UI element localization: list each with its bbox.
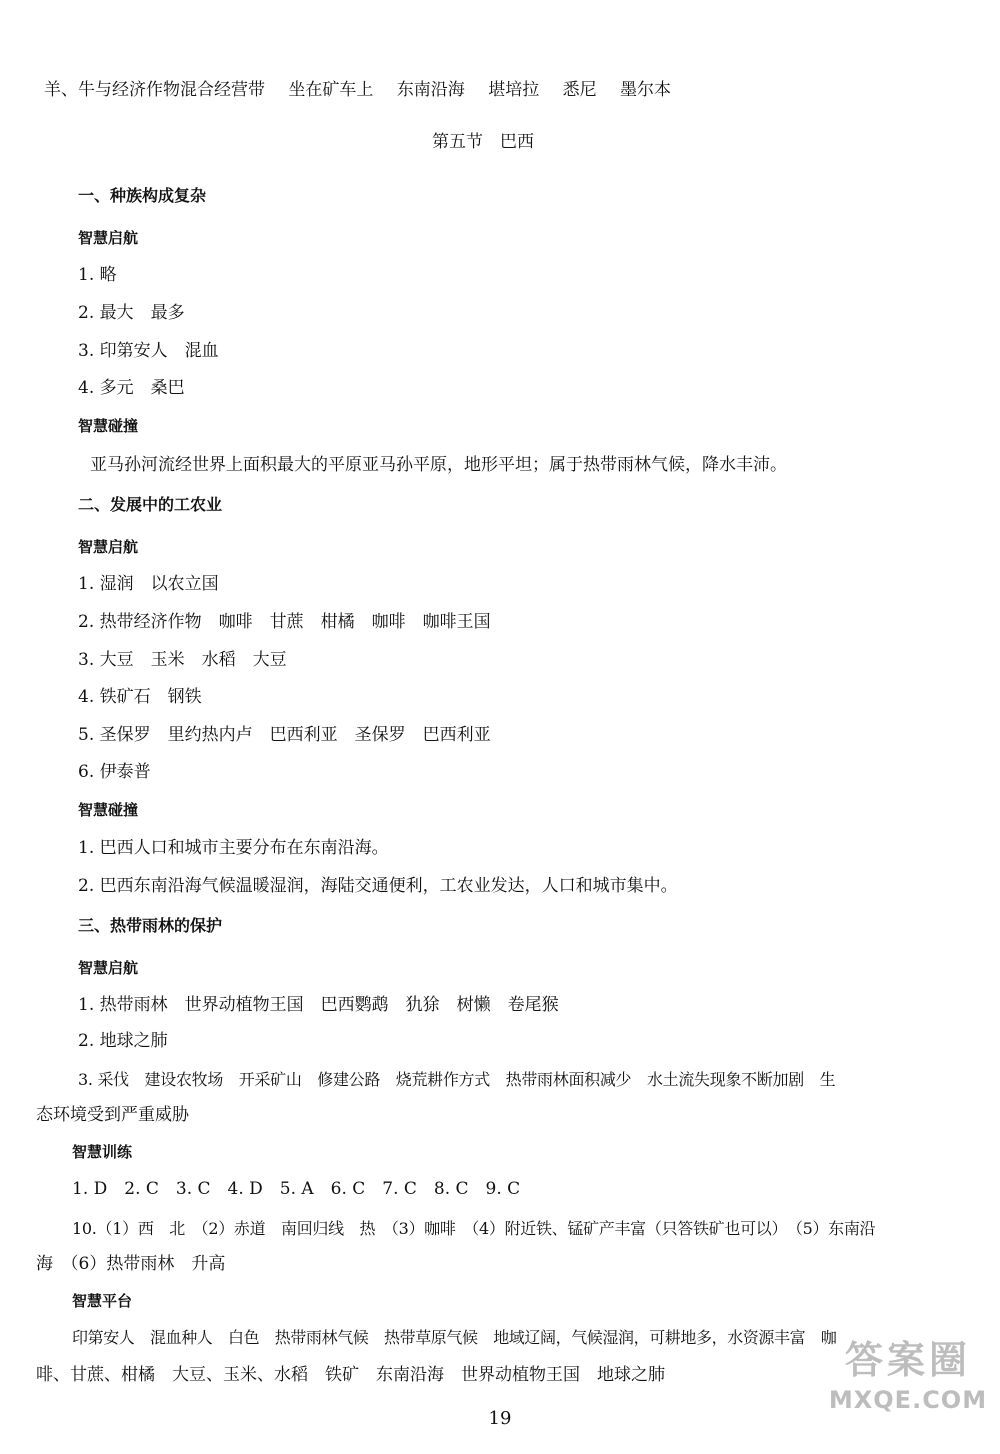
answer-item: 1. 湿润 以农立国	[78, 574, 219, 594]
part-heading: 一、种族构成复杂	[78, 186, 207, 205]
answer-item: 2. 最大 最多	[78, 303, 185, 323]
answer-item: 2. 地球之肺	[78, 1031, 168, 1051]
answer-paragraph: 亚马孙河流经世界上面积最大的平原亚马孙平原，地形平坦；属于热带雨林气候，降水丰沛。	[90, 455, 787, 475]
answer-item: 4. 铁矿石 钢铁	[78, 687, 202, 707]
answer-text: 坐在矿车上	[288, 80, 374, 100]
section-title: 第五节 巴西	[432, 132, 534, 152]
answer-paragraph: 印第安人 混血种人 白色 热带雨林气候 热带草原气候 地域辽阔，气候湿润，可耕地多，水资源丰富 咖	[72, 1328, 837, 1347]
multiple-choice-answers: 1. D 2. C 3. C 4. D 5. A 6. C 7. C 8. C 9. C	[72, 1179, 521, 1199]
answer-item: 1. 热带雨林 世界动植物王国 巴西鹦鹉 犰狳 树懒 卷尾猴	[78, 995, 559, 1015]
answer-item: 3. 印第安人 混血	[78, 341, 219, 361]
page-number: 19	[488, 1408, 512, 1429]
answer-text: 堪培拉	[488, 80, 540, 100]
answer-item: 2. 热带经济作物 咖啡 甘蔗 柑橘 咖啡 咖啡王国	[78, 612, 491, 632]
answer-paragraph-continuation: 啡、甘蔗、柑橘 大豆、玉米、水稻 铁矿 东南沿海 世界动植物王国 地球之肺	[36, 1365, 665, 1385]
part-heading: 三、热带雨林的保护	[78, 916, 223, 935]
answer-text: 悉尼	[562, 80, 597, 100]
answer-item: 4. 多元 桑巴	[78, 378, 185, 398]
part-heading: 二、发展中的工农业	[78, 495, 223, 514]
answer-item-continuation: 海 （6）热带雨林 升高	[36, 1254, 226, 1274]
answer-item-continuation: 态环境受到严重威胁	[36, 1105, 189, 1125]
subsection-label: 智慧启航	[78, 538, 139, 556]
watermark-url: MXQE.COM	[828, 1386, 988, 1414]
subsection-label: 智慧平台	[72, 1292, 133, 1310]
watermark-text: 答案圈	[844, 1338, 971, 1382]
answer-item: 2. 巴西东南沿海气候温暖湿润，海陆交通便利，工农业发达，人口和城市集中。	[78, 876, 678, 896]
answer-text: 羊、牛与经济作物混合经营带	[44, 80, 265, 100]
subsection-label: 智慧训练	[72, 1143, 133, 1161]
subsection-label: 智慧碰撞	[78, 801, 139, 819]
continued-answer-line	[44, 78, 671, 102]
subsection-label: 智慧碰撞	[78, 417, 139, 435]
answer-text: 墨尔本	[620, 80, 672, 100]
answer-item: 1. 巴西人口和城市主要分布在东南沿海。	[78, 838, 389, 858]
answer-item: 6. 伊泰普	[78, 762, 151, 782]
answer-item: 5. 圣保罗 里约热内卢 巴西利亚 圣保罗 巴西利亚	[78, 725, 491, 745]
answer-item: 3. 大豆 玉米 水稻 大豆	[78, 650, 287, 670]
answer-text: 东南沿海	[396, 80, 465, 100]
answer-item: 10.（1）西 北 （2）赤道 南回归线 热 （3）咖啡 （4）附近铁、锰矿产丰富（只答铁矿也可以） （5）东南沿	[72, 1219, 876, 1238]
watermark-logo	[822, 1335, 994, 1447]
subsection-label: 智慧启航	[78, 959, 139, 977]
answer-item: 3. 采伐 建设农牧场 开采矿山 修建公路 烧荒耕作方式 热带雨林面积减少 水土流失现象不断加剧 生	[78, 1070, 836, 1089]
subsection-label: 智慧启航	[78, 229, 139, 247]
answer-item: 1. 略	[78, 265, 117, 285]
